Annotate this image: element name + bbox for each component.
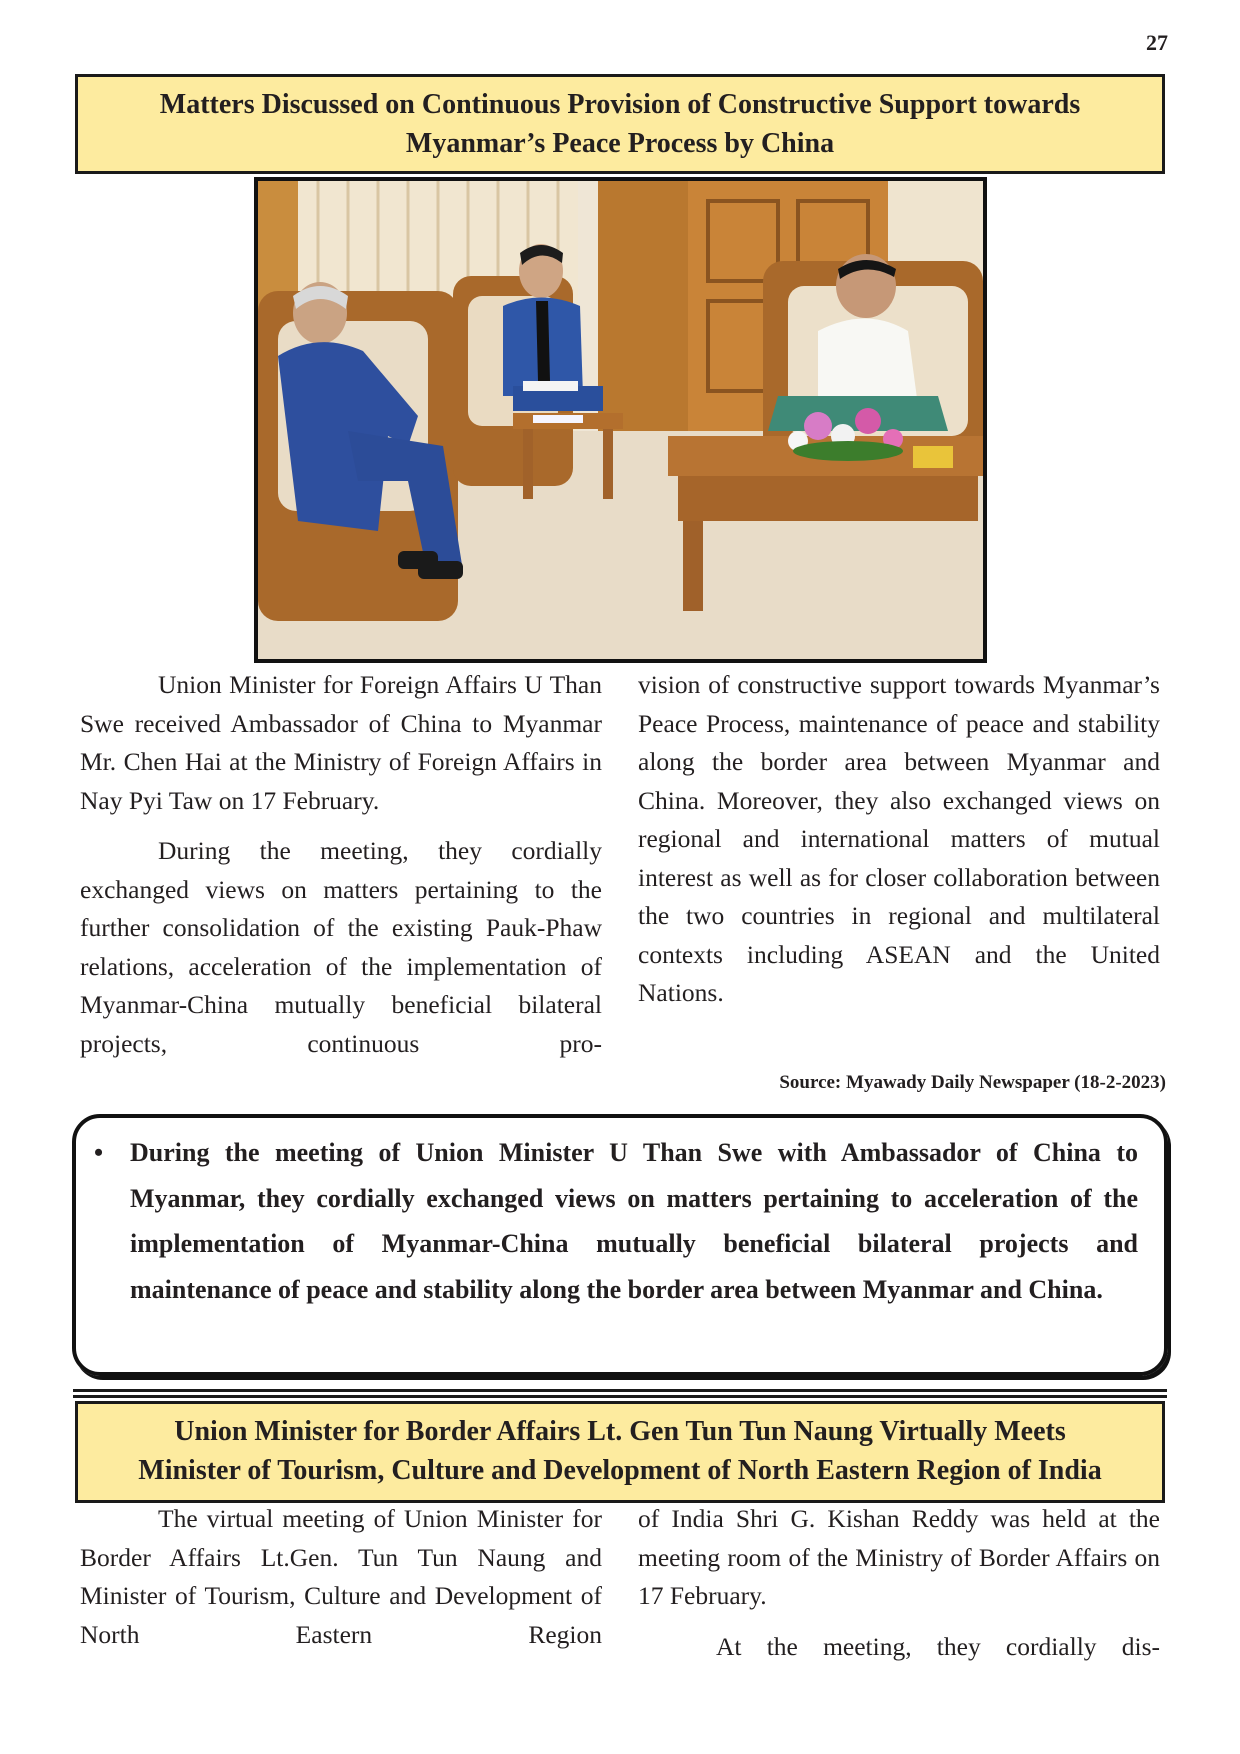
key-point-text: During the meeting of Union Minister U Than Swe with Ambassador of China to Myanmar, they cordially exchanged views on matters pertaining to acceleration of the implementation of Myanmar-China mutually beneficial bilateral projects and maintenance of peace and stability along the border area between Myanmar and China.: [130, 1138, 1138, 1304]
article-1-paragraph-3: vision of constructive support towards Myanmar’s Peace Process, maintenance of peace and stability along the border area between Myanmar and China. Moreover, they also exchanged views on regional and international matters of mutual interest as well as for closer collaboration between the two countries in regional and multilateral contexts including ASEAN and the United Nations.: [638, 670, 1160, 1007]
bullet-icon: •: [94, 1138, 104, 1167]
article-1-column-right: [638, 666, 1160, 1025]
page-number: 27: [1146, 30, 1168, 55]
article-2-paragraph-3: At the meeting, they cordially dis-: [716, 1631, 1160, 1661]
article-1-paragraph-1: Union Minister for Foreign Affairs U Than Swe received Ambassador of China to Myanmar Mr. Chen Hai at the Ministry of Foreign Affairs in Nay Pyi Taw on 17 February.: [80, 670, 602, 815]
article-1-paragraph-2: During the meeting, they cordially exchanged views on matters pertaining to the further consolidation of the existing Pauk-Phaw relations, acceleration of the implementation of Myanmar-China mutually beneficial bilateral projects, continuous pro-: [80, 836, 602, 1058]
article-2-headline-line-2: Minister of Tourism, Culture and Development of North Eastern Region of India: [138, 1455, 1102, 1486]
article-1-source: Source: Myawady Daily Newspaper (18-2-2023): [779, 1072, 1166, 1093]
article-2-paragraph-1: The virtual meeting of Union Minister for Border Affairs Lt.Gen. Tun Tun Naung and Minister of Tourism, Culture and Development of North Eastern Region: [80, 1504, 602, 1649]
article-1-headline-line-1: Matters Discussed on Continuous Provision of Constructive Support towards: [159, 89, 1081, 120]
article-2-paragraph-2: of India Shri G. Kishan Reddy was held at the meeting room of the Ministry of Border Affairs on 17 February.: [638, 1504, 1160, 1610]
article-1-headline: [75, 74, 1165, 174]
section-divider: [73, 1389, 1167, 1398]
key-point-callout: [72, 1114, 1168, 1376]
article-2-headline-line-1: Union Minister for Border Affairs Lt. Gen Tun Tun Naung Virtually Meets: [174, 1416, 1066, 1447]
article-2-headline: [75, 1401, 1165, 1503]
article-1-headline-line-2: Myanmar’s Peace Process by China: [405, 128, 835, 159]
article-2-column-left: [80, 1500, 602, 1666]
article-1-column-left: [80, 666, 602, 1075]
article-2-column-right: [638, 1500, 1160, 1678]
meeting-photo: [254, 177, 987, 663]
